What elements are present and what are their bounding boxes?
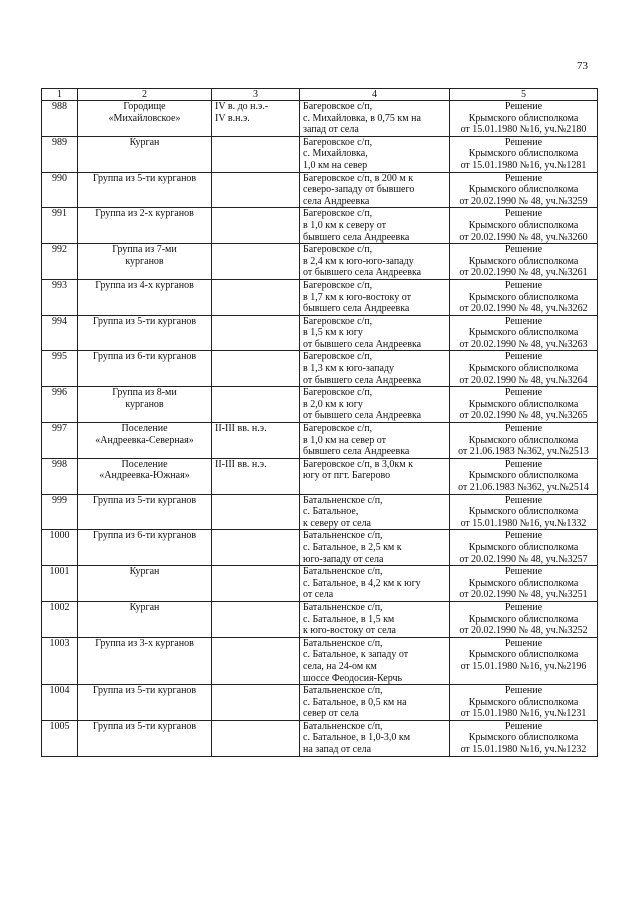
cell-location [300, 351, 450, 387]
cell-line: Крымского облисполкома [468, 470, 579, 482]
cell-line: Багеровское с/п, [303, 279, 373, 291]
cell-line: Багеровское с/п, [303, 351, 373, 363]
cell-object-name [78, 279, 212, 315]
cell-dating [212, 208, 300, 244]
cell-line: Группа из 5-ти курганов [92, 315, 197, 327]
cell-line: с. Батальное, в 4,2 км к югу [303, 577, 421, 589]
cell-dating [212, 315, 300, 351]
cell-line: Группа из 4-х курганов [95, 279, 194, 291]
cell-decision [450, 244, 598, 280]
cell-line: бывшего села Андреевка [303, 446, 410, 458]
cell-line: от 20.02.1990 № 48, уч.№3260 [459, 231, 588, 243]
cell-line: Крымского облисполкома [468, 219, 579, 231]
cell-decision [450, 101, 598, 137]
table-row [42, 101, 598, 137]
cell-line: Решение [504, 637, 543, 649]
cell-line: от 15.01.1980 №16, уч.№1231 [460, 708, 587, 720]
cell-object-name [78, 494, 212, 530]
cell-line: Городище [123, 101, 166, 112]
cell-line: с. Батальное, к западу от [303, 649, 409, 661]
cell-line: Багеровское с/п, [303, 208, 373, 220]
cell-location [300, 720, 450, 756]
cell-line: Поселение [121, 423, 168, 435]
cell-dating [212, 530, 300, 566]
cell-line: Группа из 5-ти курганов [92, 685, 197, 697]
cell-location [300, 494, 450, 530]
cell-decision [450, 279, 598, 315]
cell-line: Крымского облисполкома [468, 112, 579, 124]
cell-line: Крымского облисполкома [468, 541, 579, 553]
cell-dating [212, 566, 300, 602]
cell-line: Решение [504, 423, 543, 435]
cell-location [300, 601, 450, 637]
cell-line: к северу от села [303, 517, 371, 529]
cell-decision [450, 351, 598, 387]
cell-line: II-III вв. н.э. [215, 423, 267, 435]
cell-line: Решение [504, 208, 543, 220]
cell-line: Батальненское с/п, [303, 494, 383, 506]
cell-line: Батальненское с/п, [303, 566, 383, 578]
cell-line: Багеровское с/п, [303, 101, 373, 112]
cell-line: запад от села [303, 124, 359, 136]
table-row [42, 279, 598, 315]
cell-location [300, 566, 450, 602]
cell-line: в 2,4 км к юго-юго-западу [303, 255, 414, 267]
cell-line: от 21.06.1983 №362, уч.№2514 [458, 482, 589, 493]
column-header: 5 [450, 89, 598, 101]
cell-decision [450, 458, 598, 494]
cell-line: Решение [504, 101, 543, 112]
cell-location [300, 458, 450, 494]
cell-line: Крымского облисполкома [468, 363, 579, 375]
cell-number: 1002 [42, 601, 78, 637]
cell-line: в 1,3 км к юго-западу [303, 363, 395, 375]
cell-location [300, 315, 450, 351]
cell-decision [450, 172, 598, 208]
cell-number: 1004 [42, 685, 78, 721]
cell-line: Багеровское с/п, [303, 136, 373, 148]
table-row [42, 458, 598, 494]
table-header-row [42, 89, 598, 101]
cell-dating [212, 351, 300, 387]
cell-line: Крымского облисполкома [468, 434, 579, 446]
cell-line: к юго-востоку от села [303, 625, 396, 637]
cell-line: Крымского облисполкома [468, 696, 579, 708]
cell-line: Крымского облисполкома [468, 291, 579, 303]
cell-location [300, 208, 450, 244]
cell-line: от бывшего села Андреевка [303, 267, 422, 279]
cell-line: югу от пгт. Багерово [303, 470, 391, 482]
cell-location [300, 136, 450, 172]
cell-line: от 15.01.1980 №16, уч.№1281 [460, 159, 587, 171]
table-row [42, 351, 598, 387]
cell-decision [450, 601, 598, 637]
cell-line: от 20.02.1990 № 48, уч.№3262 [459, 303, 588, 315]
cell-dating [212, 720, 300, 756]
cell-line: от 21.06.1983 №362, уч.№2513 [458, 446, 589, 458]
table-row [42, 601, 598, 637]
cell-line: Группа из 5-ти курганов [92, 172, 197, 184]
cell-line: Группа из 5-ти курганов [92, 494, 197, 506]
cell-line: села Андреевка [303, 195, 370, 207]
cell-dating [212, 601, 300, 637]
cell-line: от села [303, 589, 334, 601]
cell-line: «Андреевка-Северная» [95, 434, 194, 446]
cell-line: Группа из 3-х курганов [95, 637, 194, 649]
cell-number: 1000 [42, 530, 78, 566]
cell-dating [212, 458, 300, 494]
cell-location [300, 637, 450, 684]
cell-number: 998 [42, 458, 78, 494]
cell-line: «Андреевка-Южная» [99, 470, 190, 482]
cell-number: 989 [42, 136, 78, 172]
cell-line: Решение [504, 530, 543, 542]
table-row [42, 315, 598, 351]
table-row [42, 208, 598, 244]
cell-line: от 15.01.1980 №16, уч.№1232 [460, 744, 587, 756]
cell-line: «Михайловское» [108, 112, 181, 124]
cell-line: Багеровское с/п, [303, 315, 373, 327]
cell-number: 988 [42, 101, 78, 137]
cell-line: северо-западу от бывшего [303, 184, 415, 196]
table-body [42, 101, 598, 757]
cell-line: Батальненское с/п, [303, 601, 383, 613]
cell-line: от бывшего села Андреевка [303, 338, 422, 350]
cell-object-name [78, 172, 212, 208]
cell-number: 994 [42, 315, 78, 351]
table-row [42, 244, 598, 280]
cell-number: 991 [42, 208, 78, 244]
cell-dating [212, 172, 300, 208]
cell-dating [212, 136, 300, 172]
cell-line: Группа из 6-ти курганов [92, 351, 197, 363]
cell-line: Крымского облисполкома [468, 732, 579, 744]
monuments-table [41, 88, 598, 757]
cell-line: от 20.02.1990 № 48, уч.№3257 [459, 553, 588, 565]
cell-number: 1003 [42, 637, 78, 684]
table-row [42, 566, 598, 602]
cell-line: с. Батальное, в 0,5 км на [303, 696, 407, 708]
cell-object-name [78, 423, 212, 459]
cell-number: 992 [42, 244, 78, 280]
cell-line: Курган [129, 136, 160, 148]
cell-object-name [78, 530, 212, 566]
cell-decision [450, 387, 598, 423]
cell-line: Багеровское с/п, [303, 423, 373, 435]
cell-line: Батальненское с/п, [303, 530, 383, 542]
cell-object-name [78, 101, 212, 137]
cell-line: Батальненское с/п, [303, 720, 383, 732]
cell-dating [212, 279, 300, 315]
cell-line: в 2,0 км к югу [303, 398, 363, 410]
cell-object-name [78, 208, 212, 244]
cell-location [300, 423, 450, 459]
cell-location [300, 244, 450, 280]
cell-number: 999 [42, 494, 78, 530]
cell-dating [212, 244, 300, 280]
cell-line: от 20.02.1990 № 48, уч.№3259 [459, 195, 588, 207]
cell-location [300, 172, 450, 208]
cell-line: II-III вв. н.э. [215, 458, 267, 470]
cell-decision [450, 315, 598, 351]
cell-decision [450, 566, 598, 602]
cell-line: Крымского облисполкома [468, 184, 579, 196]
cell-line: IV в. до н.э.- [215, 101, 269, 112]
cell-line: Крымского облисполкома [468, 577, 579, 589]
cell-line: Решение [504, 279, 543, 291]
cell-dating [212, 423, 300, 459]
cell-line: север от села [303, 708, 359, 720]
cell-decision [450, 530, 598, 566]
cell-line: Решение [504, 351, 543, 363]
cell-line: Решение [504, 720, 543, 732]
cell-object-name [78, 601, 212, 637]
cell-object-name [78, 566, 212, 602]
cell-object-name [78, 244, 212, 280]
cell-dating [212, 637, 300, 684]
column-header: 2 [78, 89, 212, 101]
cell-dating [212, 101, 300, 137]
cell-number: 990 [42, 172, 78, 208]
cell-line: с. Батальное, в 1,0-3,0 км [303, 732, 411, 744]
cell-line: шоссе Феодосия-Керчь [303, 672, 403, 684]
cell-decision [450, 637, 598, 684]
column-header: 4 [300, 89, 450, 101]
cell-line: от 15.01.1980 №16, уч.№1332 [460, 517, 587, 529]
cell-decision [450, 720, 598, 756]
cell-line: в 1,7 км к юго-востоку от [303, 291, 411, 303]
cell-line: Крымского облисполкома [468, 327, 579, 339]
cell-line: Крымского облисполкома [468, 398, 579, 410]
cell-line: Батальненское с/п, [303, 637, 383, 649]
cell-line: с. Михайловка, в 0,75 км на [303, 112, 421, 124]
cell-line: от 20.02.1990 № 48, уч.№3265 [459, 410, 588, 422]
cell-location [300, 279, 450, 315]
cell-line: Решение [504, 136, 543, 148]
table-row [42, 423, 598, 459]
cell-object-name [78, 458, 212, 494]
cell-location [300, 685, 450, 721]
table-row [42, 530, 598, 566]
cell-number: 1005 [42, 720, 78, 756]
cell-decision [450, 136, 598, 172]
cell-object-name [78, 351, 212, 387]
cell-line: Решение [504, 601, 543, 613]
cell-decision [450, 685, 598, 721]
cell-line: Решение [504, 244, 543, 256]
page-number: 73 [577, 60, 588, 72]
cell-line: в 1,0 км на север от [303, 434, 387, 446]
cell-line: курганов [125, 255, 164, 267]
cell-line: с. Батальное, [303, 506, 359, 518]
cell-line: Багеровское с/п, в 3,0км к [303, 458, 413, 470]
cell-line: Решение [504, 494, 543, 506]
cell-decision [450, 494, 598, 530]
cell-line: от 20.02.1990 № 48, уч.№3252 [459, 625, 588, 637]
cell-number: 995 [42, 351, 78, 387]
cell-line: от 15.01.1980 №16, уч.№2180 [460, 124, 587, 136]
cell-line: с. Батальное, в 2,5 км к [303, 541, 402, 553]
cell-number: 1001 [42, 566, 78, 602]
cell-line: Решение [504, 387, 543, 399]
cell-object-name [78, 720, 212, 756]
cell-line: Багеровское с/п, [303, 244, 373, 256]
cell-line: с. Михайловка, [303, 148, 368, 160]
column-header: 1 [42, 89, 78, 101]
cell-line: от 20.02.1990 № 48, уч.№3261 [459, 267, 588, 279]
cell-number: 996 [42, 387, 78, 423]
cell-line: курганов [125, 398, 164, 410]
cell-object-name [78, 136, 212, 172]
cell-location [300, 101, 450, 137]
cell-number: 993 [42, 279, 78, 315]
table-row [42, 685, 598, 721]
cell-line: Крымского облисполкома [468, 649, 579, 661]
cell-line: Группа из 6-ти курганов [92, 530, 197, 542]
cell-dating [212, 387, 300, 423]
cell-line: Крымского облисполкома [468, 613, 579, 625]
cell-line: в 1,0 км к северу от [303, 219, 386, 231]
cell-line: от бывшего села Андреевка [303, 374, 422, 386]
cell-object-name [78, 637, 212, 684]
cell-line: Решение [504, 315, 543, 327]
cell-line: от 20.02.1990 № 48, уч.№3263 [459, 338, 588, 350]
cell-line: на запад от села [303, 744, 372, 756]
table-row [42, 136, 598, 172]
cell-line: села, на 24-ом км [303, 660, 377, 672]
cell-line: юго-западу от села [303, 553, 384, 565]
cell-line: Группа из 8-ми [112, 387, 177, 399]
cell-line: Решение [504, 566, 543, 578]
cell-line: 1,0 км на север [303, 159, 368, 171]
cell-number: 997 [42, 423, 78, 459]
cell-line: от 20.02.1990 № 48, уч.№3264 [459, 374, 588, 386]
cell-location [300, 387, 450, 423]
cell-line: Группа из 7-ми [112, 244, 177, 256]
table-row [42, 494, 598, 530]
cell-line: от 20.02.1990 № 48, уч.№3251 [459, 589, 588, 601]
cell-line: Группа из 2-х курганов [95, 208, 194, 220]
cell-line: Решение [504, 172, 543, 184]
cell-line: Крымского облисполкома [468, 255, 579, 267]
cell-line: Багеровское с/п, в 200 м к [303, 172, 414, 184]
cell-object-name [78, 387, 212, 423]
cell-decision [450, 423, 598, 459]
cell-dating [212, 685, 300, 721]
cell-dating [212, 494, 300, 530]
cell-line: от бывшего села Андреевка [303, 410, 422, 422]
table-row [42, 720, 598, 756]
cell-object-name [78, 315, 212, 351]
cell-line: с. Батальное, в 1,5 км [303, 613, 395, 625]
cell-line: Батальненское с/п, [303, 685, 383, 697]
cell-line: Курган [129, 566, 160, 578]
cell-line: Группа из 5-ти курганов [92, 720, 197, 732]
cell-line: бывшего села Андреевка [303, 303, 410, 315]
table-row [42, 387, 598, 423]
table-row [42, 172, 598, 208]
cell-location [300, 530, 450, 566]
cell-line: IV в.н.э. [215, 112, 250, 124]
cell-line: Решение [504, 458, 543, 470]
table-row [42, 637, 598, 684]
cell-line: Крымского облисполкома [468, 506, 579, 518]
cell-decision [450, 208, 598, 244]
column-header: 3 [212, 89, 300, 101]
cell-line: Багеровское с/п, [303, 387, 373, 399]
cell-object-name [78, 685, 212, 721]
cell-line: в 1,5 км к югу [303, 327, 363, 339]
cell-line: Поселение [121, 458, 168, 470]
cell-line: Решение [504, 685, 543, 697]
cell-line: Крымского облисполкома [468, 148, 579, 160]
cell-line: бывшего села Андреевка [303, 231, 410, 243]
cell-line: Курган [129, 601, 160, 613]
cell-line: от 15.01.1980 №16, уч.№2196 [460, 660, 587, 672]
